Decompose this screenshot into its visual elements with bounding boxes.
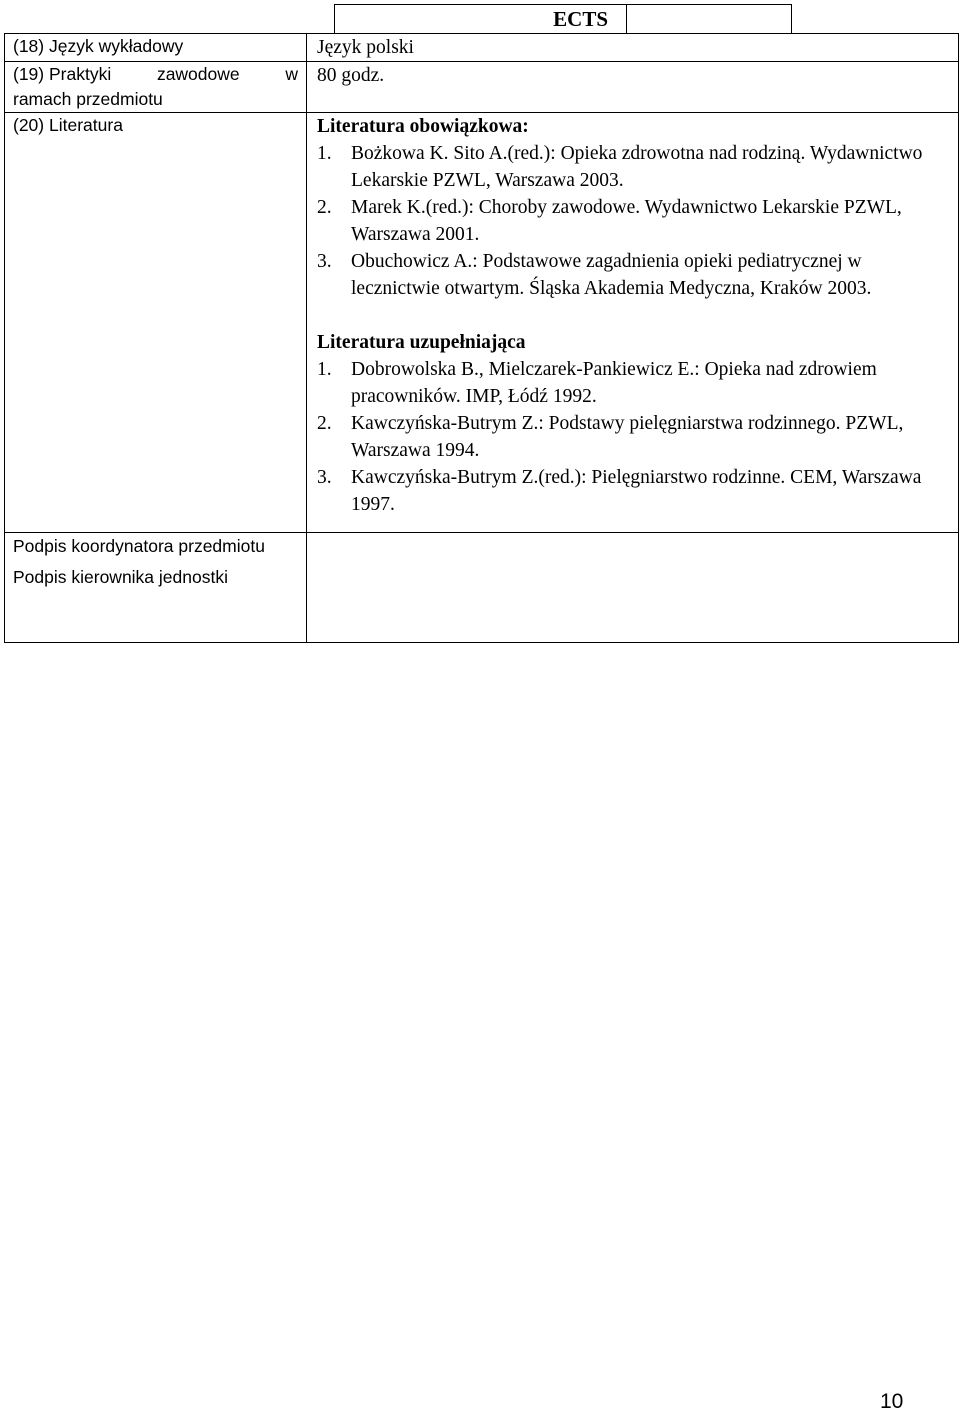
list-item (317, 464, 948, 518)
list-item-number: 2. (317, 197, 332, 218)
language-value-cell (307, 34, 959, 62)
row-number: (20) (13, 115, 45, 135)
table-row-literature (5, 113, 959, 533)
practice-label-word: w (285, 64, 298, 84)
table-row-signatures (5, 533, 959, 643)
practice-label-line2: ramach przedmiotu (13, 89, 163, 109)
signatures-label-cell (5, 533, 307, 643)
practice-label-word: zawodowe (156, 64, 240, 84)
supplementary-literature-heading: Literatura uzupełniająca (317, 332, 526, 353)
practice-value: 80 godz. (317, 65, 385, 86)
list-item-number: 2. (317, 413, 332, 434)
list-item (317, 194, 948, 248)
list-item-number: 1. (317, 143, 332, 164)
syllabus-table (4, 33, 959, 643)
head-signature-label: Podpis kierownika jednostki (13, 567, 228, 587)
list-item-text: Obuchowicz A.: Podstawowe zagadnienia opieki pediatrycznej w lecznictwie otwartym. Śląska Akademia Medyczna, Kraków 2003. (351, 251, 872, 299)
signatures-value-cell (307, 533, 959, 643)
list-item-text: Kawczyńska-Butrym Z.: Podstawy pielęgniarstwa rodzinnego. PZWL, Warszawa 1994. (351, 413, 904, 461)
row-number: (19) (13, 64, 45, 84)
list-item (317, 140, 948, 194)
list-item-text: Marek K.(red.): Choroby zawodowe. Wydawnictwo Lekarskie PZWL, Warszawa 2001. (351, 197, 902, 245)
list-item-number: 1. (317, 359, 332, 380)
list-item (317, 410, 948, 464)
table-row-practice (5, 62, 959, 113)
language-label-cell (5, 34, 307, 62)
practice-label-cell (5, 62, 307, 113)
practice-label-line1 (13, 62, 298, 87)
list-item-number: 3. (317, 467, 332, 488)
page-number: 10 (880, 1390, 904, 1413)
literature-label-cell (5, 113, 307, 533)
practice-label-word: Praktyki (49, 64, 112, 84)
coordinator-signature-label: Podpis koordynatora przedmiotu (13, 536, 265, 556)
ects-label: ECTS (335, 5, 627, 33)
literature-label: Literatura (49, 115, 123, 135)
required-literature-heading: Literatura obowiązkowa: (317, 116, 529, 137)
literature-value-cell (307, 113, 959, 533)
table-row-language (5, 34, 959, 62)
list-item (317, 356, 948, 410)
list-item-text: Kawczyńska-Butrym Z.(red.): Pielęgniarstwo rodzinne. CEM, Warszawa 1997. (351, 467, 922, 515)
language-value: Język polski (317, 37, 414, 58)
list-item-text: Dobrowolska B., Mielczarek-Pankiewicz E.: Opieka nad zdrowiem pracowników. IMP, Łódź 1992. (351, 359, 877, 407)
list-item-number: 3. (317, 251, 332, 272)
supplementary-literature-list (317, 356, 948, 518)
row-number: (18) (13, 36, 45, 56)
language-label: Język wykładowy (49, 36, 184, 56)
practice-value-cell (307, 62, 959, 113)
list-item (317, 248, 948, 302)
required-literature-list (317, 140, 948, 302)
ects-header (334, 4, 792, 34)
list-item-text: Bożkowa K. Sito A.(red.): Opieka zdrowotna nad rodziną. Wydawnictwo Lekarskie PZWL, Warszawa 2003. (351, 143, 923, 191)
ects-value (627, 5, 791, 33)
